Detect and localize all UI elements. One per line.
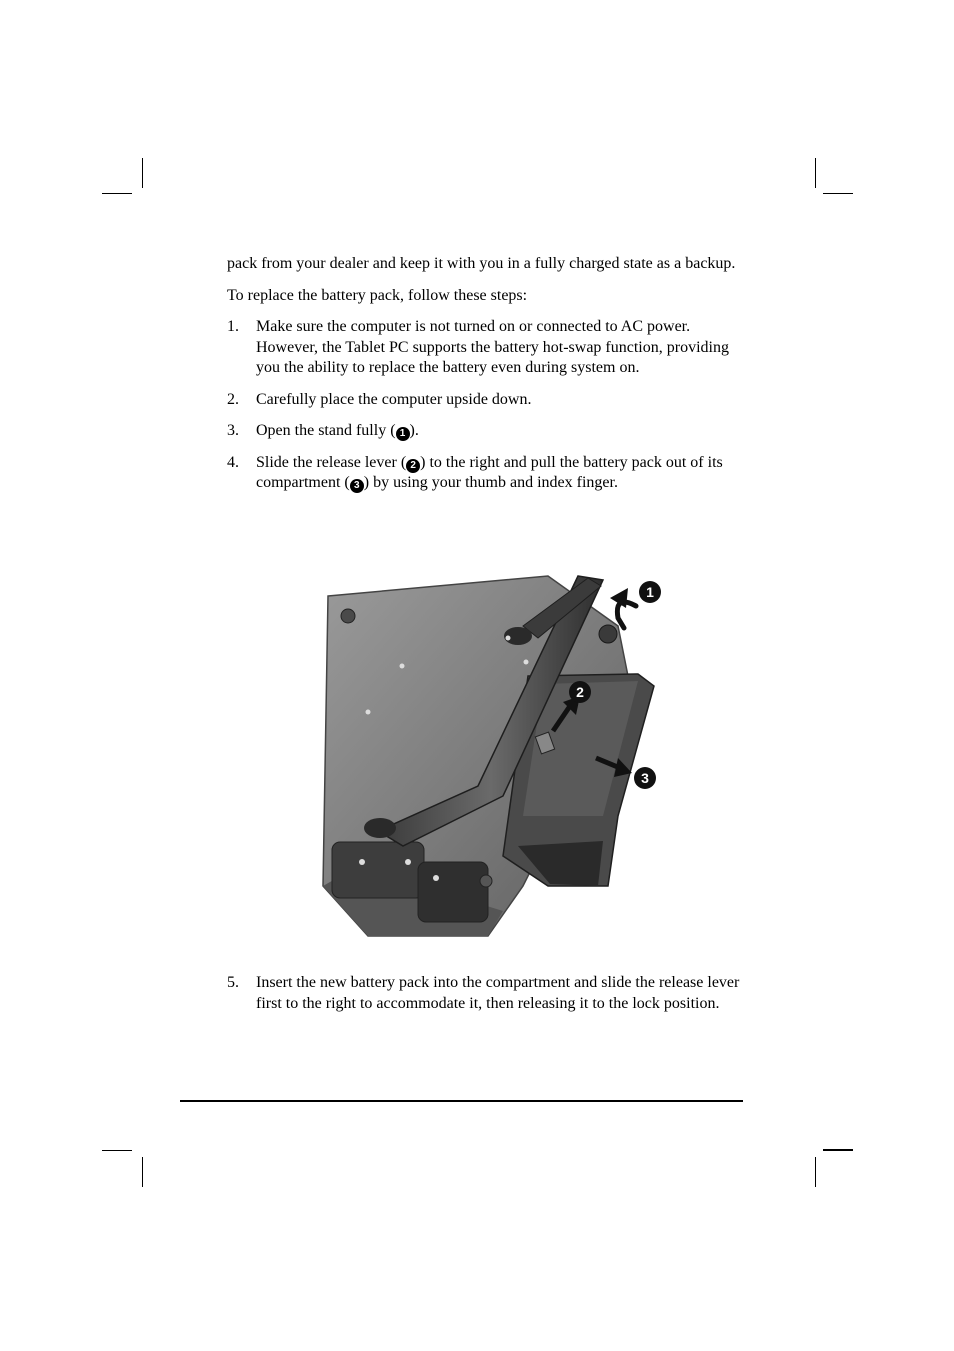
paragraph-continuation: pack from your dealer and keep it with you in a fully charged state as a backup. [227, 255, 736, 272]
callout-3-label: 3 [641, 770, 649, 786]
step-2 [227, 390, 747, 411]
paragraph-lead: To replace the battery pack, follow these steps: [227, 286, 528, 304]
crop-mark [102, 1150, 132, 1151]
crop-mark [102, 193, 132, 194]
crop-mark [815, 1157, 816, 1187]
step-number: 2. [227, 390, 239, 408]
step-text: Insert the new battery pack into the compartment and slide the release lever first to the right to accommodate it, then releasing it to the lock position. [256, 974, 740, 1012]
step-4 [227, 453, 747, 494]
callout-1-label: 1 [646, 584, 654, 600]
crop-mark [823, 193, 853, 194]
step-3 [227, 421, 747, 442]
crop-mark [815, 158, 816, 188]
crop-mark [142, 158, 143, 188]
footer-rule [180, 1100, 743, 1102]
step-text-pre: Slide the release lever ( [256, 453, 407, 471]
step-number: 1. [227, 318, 239, 335]
step-number: 5. [227, 974, 239, 991]
callout-marker-icon: 2 [406, 459, 420, 473]
callout-1 [639, 581, 661, 603]
step-number: 3. [227, 422, 239, 439]
step-5 [227, 973, 747, 1014]
step-text: Carefully place the computer upside down. [256, 390, 532, 408]
crop-mark [823, 1149, 853, 1151]
callout-marker-icon: 3 [350, 479, 364, 493]
step-text-pre: Open the stand fully ( [256, 422, 396, 439]
callout-3 [634, 767, 656, 789]
step-text-mid: ) to the right and pull the battery pack out of its compartment ( [256, 453, 723, 491]
step-text: Make sure the computer is not turned on or connected to AC power. However, the Tablet PC supports the battery hot-swap function, providing you the ability to replace the battery even during system on. [256, 318, 729, 376]
body-text [227, 254, 747, 505]
crop-mark [142, 1157, 143, 1187]
callout-2-label: 2 [576, 684, 584, 700]
callout-marker-icon: 1 [396, 427, 410, 441]
step-5-block [227, 973, 747, 1025]
battery-removal-illustration [318, 566, 664, 940]
step-1 [227, 317, 747, 379]
step-text-post: ) by using your thumb and index finger. [363, 474, 618, 491]
step-text-post: ). [409, 422, 419, 439]
step-number: 4. [227, 453, 239, 471]
callout-2 [569, 681, 591, 703]
